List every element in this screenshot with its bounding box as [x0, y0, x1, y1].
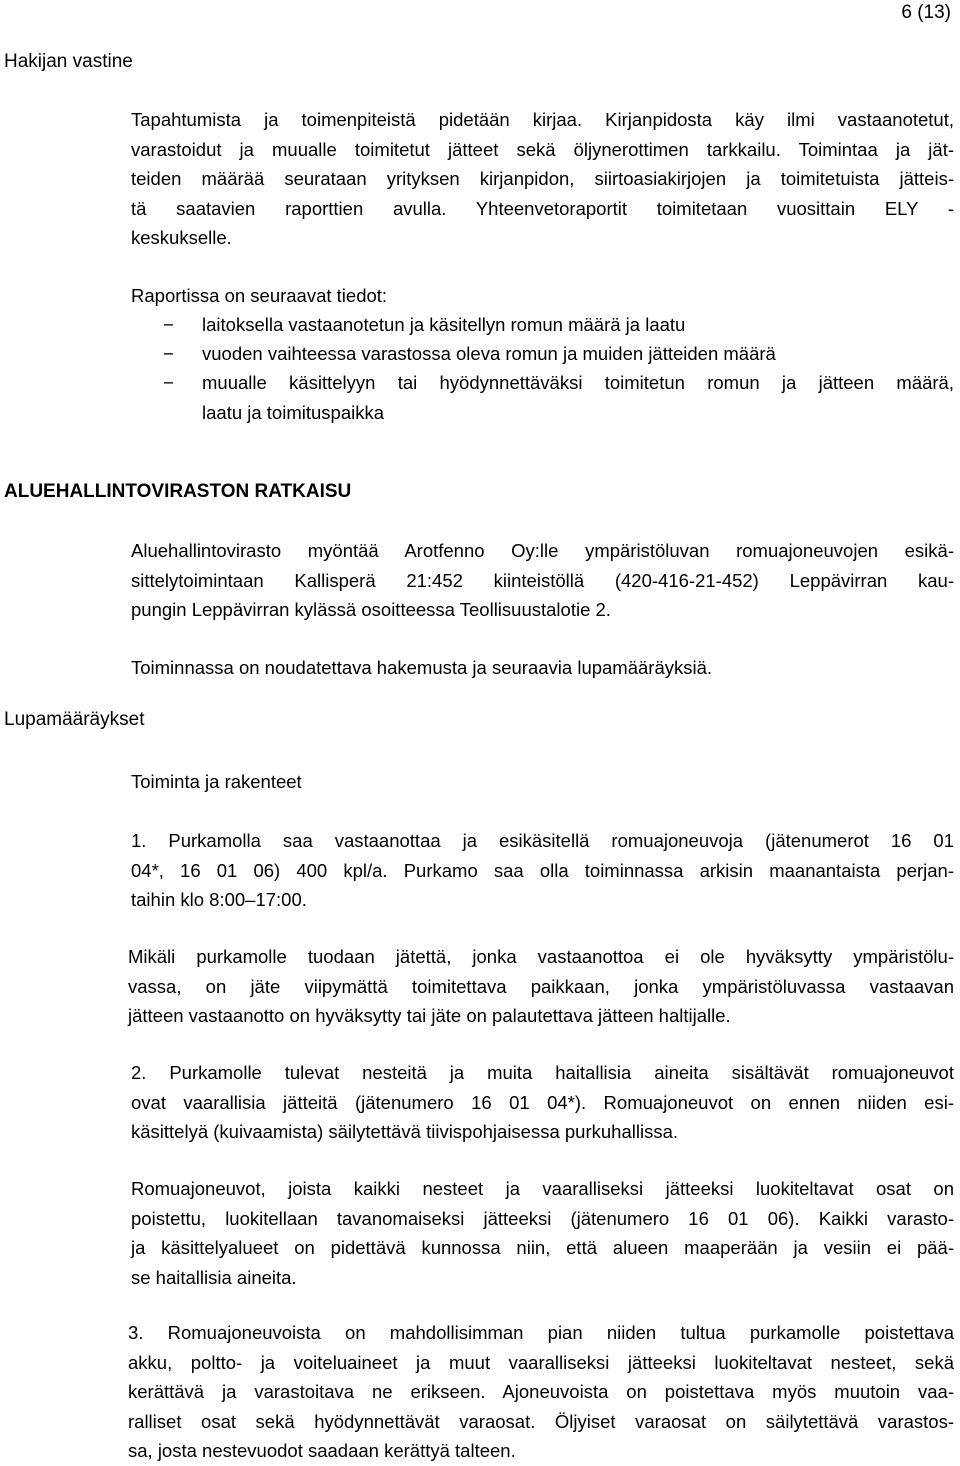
bullet-text: vuoden vaihteessa varastossa oleva romun ja muiden jätteiden määrä — [202, 343, 776, 364]
page-number: 6 (13) — [901, 2, 951, 23]
text-line: 04*, 16 01 06) 400 kpl/a. Purkamo saa olla toiminnassa arkisin maanantaista perjan- — [131, 859, 954, 881]
text-line: Romuajoneuvot, joista kaikki nesteet ja vaaralliseksi jätteeksi luokiteltavat osat on — [131, 1178, 954, 1199]
text-line: Toiminta ja rakenteet — [131, 771, 302, 792]
permit-item-1-note — [128, 942, 954, 1031]
text-line: laatu ja toimituspaikka — [202, 401, 385, 423]
bullet-dash: − — [163, 372, 174, 393]
text-line: Mikäli purkamolle tuodaan jätettä, jonka vastaanottoa ei ole hyväksytty ympäristölu- — [128, 946, 954, 967]
text-line: muualle käsittelyyn tai hyödynnettäväksi toimitetun romun ja jätteen määrä, — [202, 372, 954, 393]
text-line: ovat vaarallisia jätteitä (jätenumero 16 01 04*). Romuajoneuvot on ennen niiden esi- — [131, 1091, 954, 1113]
bullet-dash: − — [163, 314, 174, 335]
text-line: taihin klo 8:00–17:00. — [131, 889, 307, 910]
text-line: vassa, on jäte viipymättä toimitettava paikkaan, jonka ympäristöluvassa vastaavan — [128, 975, 954, 997]
section-label-lupamaaraykset: Lupamääräykset — [4, 709, 145, 730]
text-line: pungin Leppävirran kylässä osoitteessa Teollisuustalotie 2. — [131, 599, 611, 620]
vastine-paragraph — [131, 105, 954, 253]
text-line: Tapahtumista ja toimenpiteistä pidetään kirjaa. Kirjanpidosta käy ilmi vastaanotetut, — [131, 109, 954, 130]
text-line: sittelytoimintaan Kallisperä 21:452 kiinteistöllä (420-416-21-452) Leppävirran kau- — [131, 569, 954, 591]
section-label-hakijan-vastine: Hakijan vastine — [4, 51, 133, 72]
permit-item-3 — [128, 1318, 954, 1466]
text-line: ralliset osat sekä hyödynnettävät varaosat. Öljyiset varaosat on säilytettävä varastos- — [128, 1410, 954, 1432]
text-line: akku, poltto- ja voiteluaineet ja muut vaaralliseksi jätteeksi luokiteltavat nesteet, sekä — [128, 1351, 954, 1373]
bullet-text: laitoksella vastaanotetun ja käsitellyn romun määrä ja laatu — [202, 314, 686, 335]
ratkaisu-paragraph-2 — [131, 653, 954, 683]
text-line: teiden määrää seurataan yrityksen kirjanpidon, siirtoasiakirjojen ja toimitetuista jätteis- — [131, 168, 954, 189]
text-line: tä saatavien raporttien avulla. Yhteenvetoraportit toimitetaan vuosittain ELY - — [131, 197, 954, 219]
text-line: sa, josta nestevuodot saadaan kerättyä talteen. — [128, 1440, 516, 1461]
text-line: Aluehallintovirasto myöntää Arotfenno Oy:lle ympäristöluvan romuajoneuvojen esikä- — [131, 540, 954, 561]
text-line: käsittelyä (kuivaamista) säilytettävä tiivispohjaisessa purkuhallissa. — [131, 1121, 679, 1142]
text-line: se haitallisia aineita. — [131, 1266, 297, 1288]
text-line: 3. Romuajoneuvoista on mahdollisimman pian niiden tultua purkamolle poistettava — [128, 1322, 954, 1343]
report-intro — [131, 281, 954, 311]
permit-item-2 — [131, 1058, 954, 1147]
ratkaisu-paragraph — [131, 536, 954, 625]
text-line: Raportissa on seuraavat tiedot: — [131, 285, 388, 306]
text-line: 2. Purkamolle tulevat nesteitä ja muita haitallisia aineita sisältävät romuajoneuvot — [131, 1062, 954, 1083]
bullet-dash: − — [163, 343, 174, 364]
permit-item-1 — [131, 826, 954, 915]
text-line: 1. Purkamolla saa vastaanottaa ja esikäsitellä romuajoneuvoja (jätenumerot 16 01 — [131, 830, 954, 851]
text-line: Toiminnassa on noudatettava hakemusta ja seuraavia lupamääräyksiä. — [131, 657, 713, 678]
section-heading-ratkaisu: ALUEHALLINTOVIRASTON RATKAISU — [4, 481, 352, 502]
text-line: jätteen vastaanotto on hyväksytty tai jäte on palautettava jätteen haltijalle. — [128, 1005, 731, 1026]
text-line: keskukselle. — [131, 227, 232, 248]
subheading-toiminta — [131, 767, 954, 797]
text-line: kerättävä ja varastoitava ne erikseen. Ajoneuvoista on poistettava myös muutoin vaa- — [128, 1381, 954, 1402]
bullet-text — [202, 368, 954, 427]
permit-item-2-note — [131, 1174, 954, 1292]
text-line: ja käsittelyalueet on pidettävä kunnossa niin, että alueen maaperään ja vesiin ei pää- — [131, 1237, 954, 1258]
text-line: varastoidut ja muualle toimitetut jätteet sekä öljynerottimen tarkkailu. Toimintaa ja jät- — [131, 138, 954, 160]
text-line: poistettu, luokitellaan tavanomaiseksi jätteeksi (jätenumero 16 01 06). Kaikki varasto- — [131, 1207, 954, 1229]
